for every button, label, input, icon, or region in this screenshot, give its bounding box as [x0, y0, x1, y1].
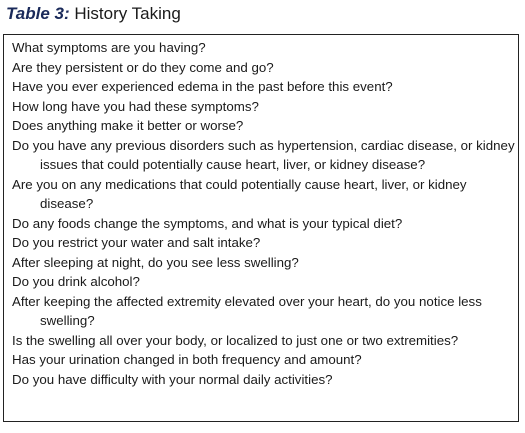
question-item: Are you on any medications that could potentially cause heart, liver, or kidney disease?: [12, 176, 467, 211]
question-item: After keeping the affected extremity elevated over your heart, do you notice less swelling?: [12, 293, 482, 328]
question-item: How long have you had these symptoms?: [12, 98, 259, 114]
question-item: Do you restrict your water and salt intake?: [12, 235, 261, 250]
question-item: Do you drink alcohol?: [12, 274, 140, 289]
question-list: [4, 35, 518, 389]
question-item: Has your urination changed in both frequency and amount?: [12, 352, 362, 367]
question-item: Do you have difficulty with your normal daily activities?: [12, 371, 333, 387]
questions-table: [3, 34, 519, 422]
table-name: History Taking: [69, 4, 181, 23]
question-item: After sleeping at night, do you see less swelling?: [12, 254, 299, 270]
table-number: Table 3:: [6, 4, 70, 23]
question-item: Is the swelling all over your body, or localized to just one or two extremities?: [12, 332, 459, 348]
table-title: [6, 3, 181, 25]
question-item: Do any foods change the symptoms, and what is your typical diet?: [12, 215, 403, 231]
question-item: Do you have any previous disorders such as hypertension, cardiac disease, or kidney issues that could potentially cause heart, liver, or kidney disease?: [12, 137, 515, 172]
question-item: Have you ever experienced edema in the past before this event?: [12, 79, 393, 94]
question-item: Are they persistent or do they come and go?: [12, 59, 274, 75]
question-item: Does anything make it better or worse?: [12, 118, 244, 133]
question-item: What symptoms are you having?: [12, 40, 206, 55]
